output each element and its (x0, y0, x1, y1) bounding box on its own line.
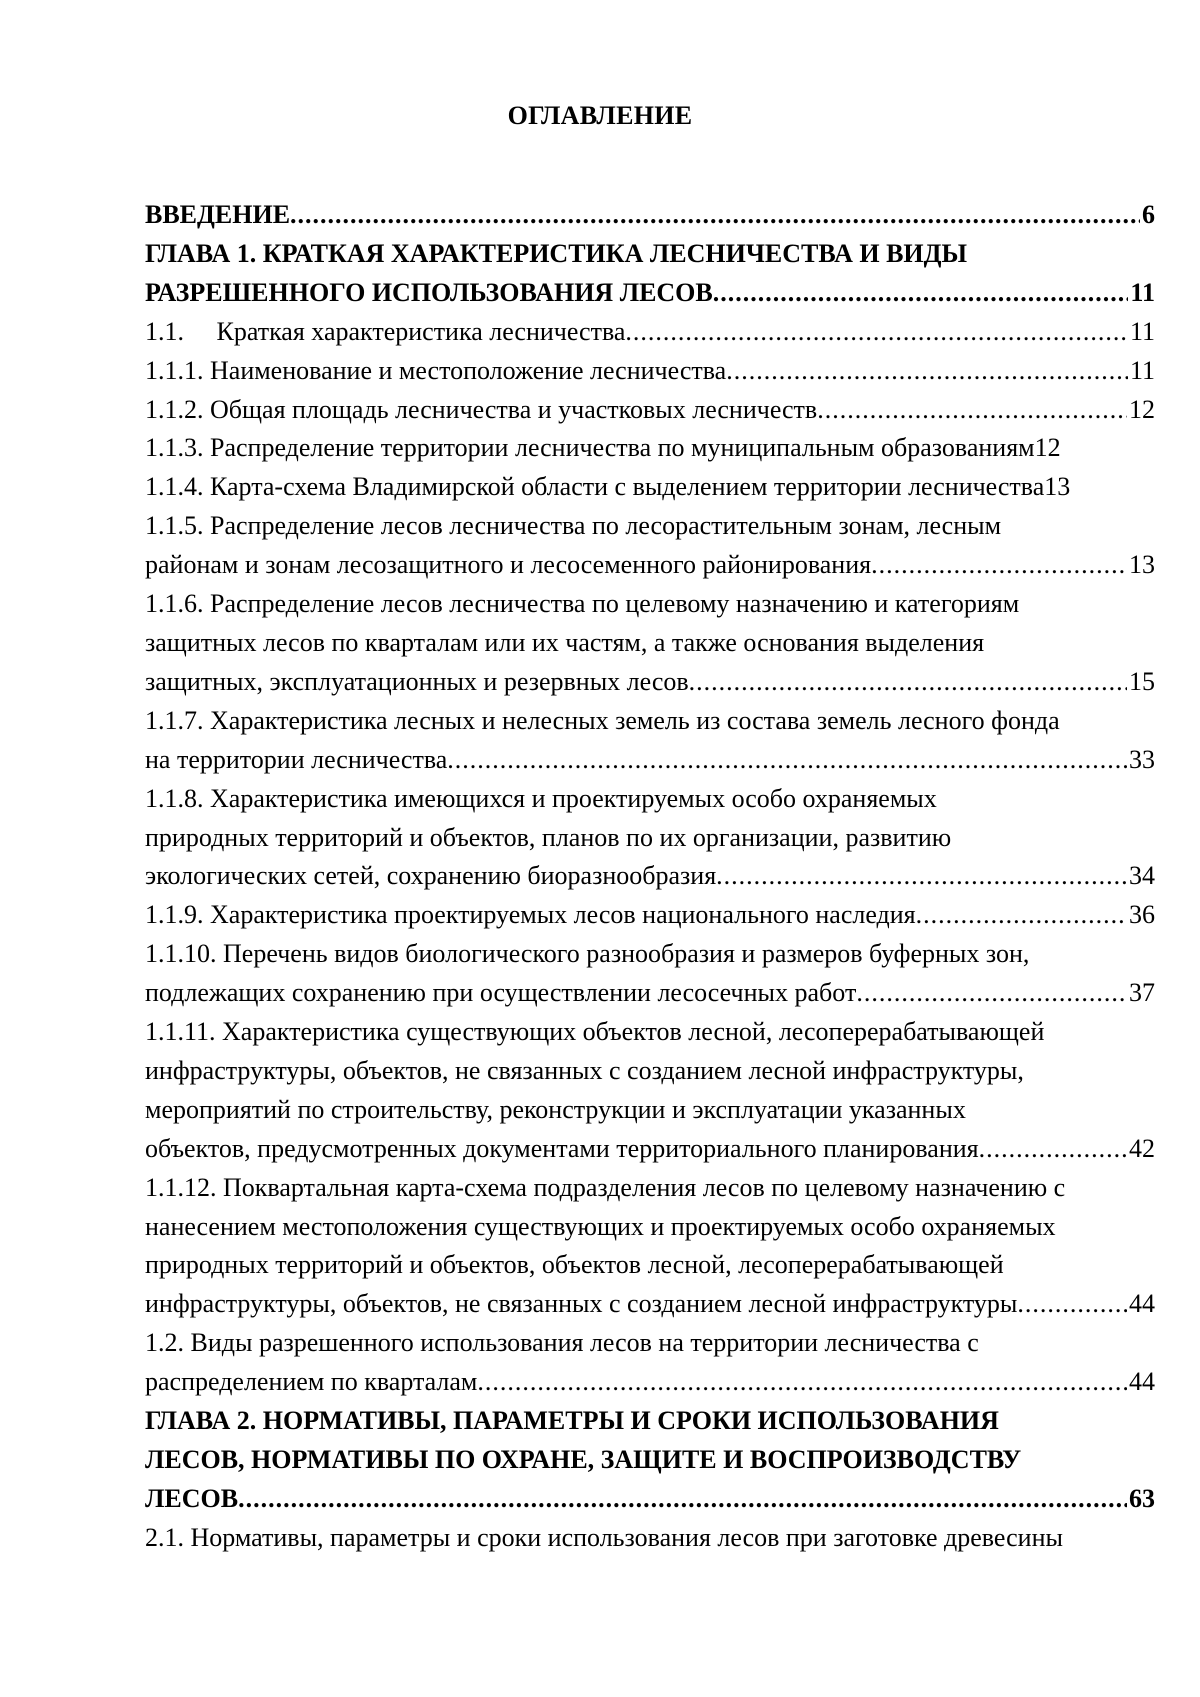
toc-section-entry[interactable] (145, 429, 1155, 468)
toc-chapter-entry[interactable] (145, 235, 1155, 313)
toc-section-entry[interactable] (145, 1013, 1155, 1169)
toc-entry-line: ГЛАВА 1. КРАТКАЯ ХАРАКТЕРИСТИКА ЛЕСНИЧЕСТВА И ВИДЫ (145, 238, 968, 268)
toc-entry-line: инфраструктуры, объектов, не связанных с созданием лесной инфраструктуры (145, 1289, 1018, 1319)
toc-page-number: 44 (1129, 1367, 1155, 1397)
toc-entry-line: защитных лесов по кварталам или их частям, а также основания выделения (145, 627, 985, 657)
toc-entry-line: 1.1.2. Общая площадь лесничества и участковых лесничеств (145, 394, 818, 424)
toc-entry-line: ВВЕДЕНИЕ (145, 200, 291, 229)
toc-entry-line: 1.1.8. Характеристика имеющихся и проектируемых особо охраняемых (145, 783, 937, 813)
table-of-contents (145, 196, 1155, 1558)
dot-leader (716, 857, 1127, 896)
toc-section-entry[interactable] (145, 391, 1155, 430)
toc-page-number: 15 (1129, 666, 1155, 696)
dot-leader (689, 663, 1127, 702)
dot-leader (477, 1363, 1127, 1402)
dot-leader (713, 274, 1129, 313)
toc-entry-line: 1.1.1. Наименование и местоположение лесничества (145, 355, 727, 385)
toc-section-entry[interactable] (145, 935, 1155, 1013)
toc-entry-line: ЛЕСОВ, НОРМАТИВЫ ПО ОХРАНЕ, ЗАЩИТЕ И ВОСПРОИЗВОДСТВУ (145, 1445, 1022, 1474)
dot-leader (625, 313, 1128, 352)
toc-chapter-entry[interactable] (145, 1402, 1155, 1519)
toc-entry-line: 1.2. Виды разрешенного использования лесов на территории лесничества с (145, 1328, 979, 1358)
toc-section-entry[interactable] (145, 896, 1155, 935)
toc-page-number: 63 (1129, 1483, 1155, 1513)
toc-entry-line: 1.1. Краткая характеристика лесничества (145, 316, 626, 346)
toc-page-number: 42 (1129, 1133, 1155, 1163)
dot-leader (871, 546, 1127, 585)
toc-entry-line: подлежащих сохранению при осуществлении лесосечных работ (145, 978, 857, 1008)
toc-page-number: 13 (1044, 472, 1071, 502)
toc-section-entry[interactable] (145, 507, 1155, 585)
toc-entry-line: 1.1.10. Перечень видов биологического разнообразия и размеров буферных зон, (145, 939, 1030, 969)
toc-section-entry[interactable] (145, 1169, 1155, 1325)
dot-leader (726, 352, 1128, 391)
toc-entry-line: 1.1.11. Характеристика существующих объектов лесной, лесоперерабатывающей (145, 1017, 1045, 1047)
toc-section-entry[interactable] (145, 702, 1155, 780)
dot-leader (1017, 1285, 1127, 1324)
toc-chapter-entry[interactable] (145, 196, 1155, 235)
toc-page-number: 11 (1130, 277, 1155, 307)
toc-entry-line: 1.1.12. Поквартальная карта-схема подразделения лесов по целевому назначению с (145, 1172, 1066, 1202)
dot-leader (916, 896, 1127, 935)
dot-leader (979, 1130, 1127, 1169)
toc-section-entry[interactable] (145, 468, 1155, 507)
page-title: ОГЛАВЛЕНИЕ (507, 101, 693, 130)
toc-entry-line: 2.1. Нормативы, параметры и сроки использования лесов при заготовке древесины (145, 1522, 1063, 1552)
toc-entry-line: природных территорий и объектов, планов по их организации, развитию (145, 822, 952, 852)
toc-entry-line: природных территорий и объектов, объектов лесной, лесоперерабатывающей (145, 1250, 1004, 1280)
toc-page-number: 6 (1142, 200, 1155, 229)
toc-entry-line: 1.1.4. Карта-схема Владимирской области с выделением территории лесничества (145, 472, 1045, 502)
toc-section-entry[interactable] (145, 1519, 1155, 1558)
toc-section-entry[interactable] (145, 780, 1155, 897)
toc-section-entry[interactable] (145, 1324, 1155, 1402)
toc-entry-line: 1.1.5. Распределение лесов лесничества по лесорастительным зонам, лесным (145, 511, 1002, 541)
toc-section-entry[interactable] (145, 313, 1155, 352)
toc-section-entry[interactable] (145, 352, 1155, 391)
toc-entry-line: 1.1.7. Характеристика лесных и нелесных земель из состава земель лесного фонда (145, 705, 1060, 735)
toc-page-number: 34 (1129, 861, 1155, 891)
toc-entry-line: экологических сетей, сохранению биоразнообразия (145, 861, 717, 891)
toc-entry-line: защитных, эксплуатационных и резервных лесов (145, 666, 689, 696)
toc-entry-line: 1.1.3. Распределение территории лесничества по муниципальным образованиям (145, 433, 1035, 463)
toc-page-number: 12 (1129, 394, 1155, 424)
toc-entry-line: объектов, предусмотренных документами территориального планирования (145, 1133, 979, 1163)
toc-entry-line: нанесением местоположения существующих и проектируемых особо охраняемых (145, 1211, 1056, 1241)
toc-entry-line: 1.1.6. Распределение лесов лесничества по целевому назначению и категориям (145, 589, 1020, 619)
toc-page-number: 33 (1129, 744, 1155, 774)
toc-page-number: 11 (1129, 316, 1155, 346)
toc-entry-line: районам и зонам лесозащитного и лесосеменного районирования (145, 550, 872, 580)
toc-section-entry[interactable] (145, 585, 1155, 702)
dot-leader (290, 196, 1140, 235)
toc-entry-line: распределением по кварталам (145, 1367, 478, 1397)
toc-page-number: 36 (1129, 900, 1155, 930)
toc-entry-line: ГЛАВА 2. НОРМАТИВЫ, ПАРАМЕТРЫ И СРОКИ ИСПОЛЬЗОВАНИЯ (145, 1406, 999, 1436)
toc-entry-line: 1.1.9. Характеристика проектируемых лесов национального наследия (145, 900, 916, 930)
dot-leader (817, 391, 1127, 430)
toc-page-number: 12 (1034, 433, 1061, 463)
toc-page-number: 11 (1129, 355, 1155, 385)
dot-leader (238, 1480, 1127, 1519)
toc-page-number: 44 (1129, 1289, 1155, 1319)
toc-entry-line: на территории лесничества (145, 744, 448, 774)
toc-page-number: 37 (1129, 978, 1155, 1008)
toc-entry-line: инфраструктуры, объектов, не связанных с созданием лесной инфраструктуры, (145, 1055, 1024, 1085)
toc-entry-line: мероприятий по строительству, реконструкции и эксплуатации указанных (145, 1094, 966, 1124)
dot-leader (447, 741, 1127, 780)
dot-leader (856, 974, 1127, 1013)
toc-page-number: 13 (1129, 550, 1155, 580)
toc-entry-line: РАЗРЕШЕННОГО ИСПОЛЬЗОВАНИЯ ЛЕСОВ (145, 277, 713, 307)
toc-entry-line: ЛЕСОВ (145, 1483, 239, 1513)
